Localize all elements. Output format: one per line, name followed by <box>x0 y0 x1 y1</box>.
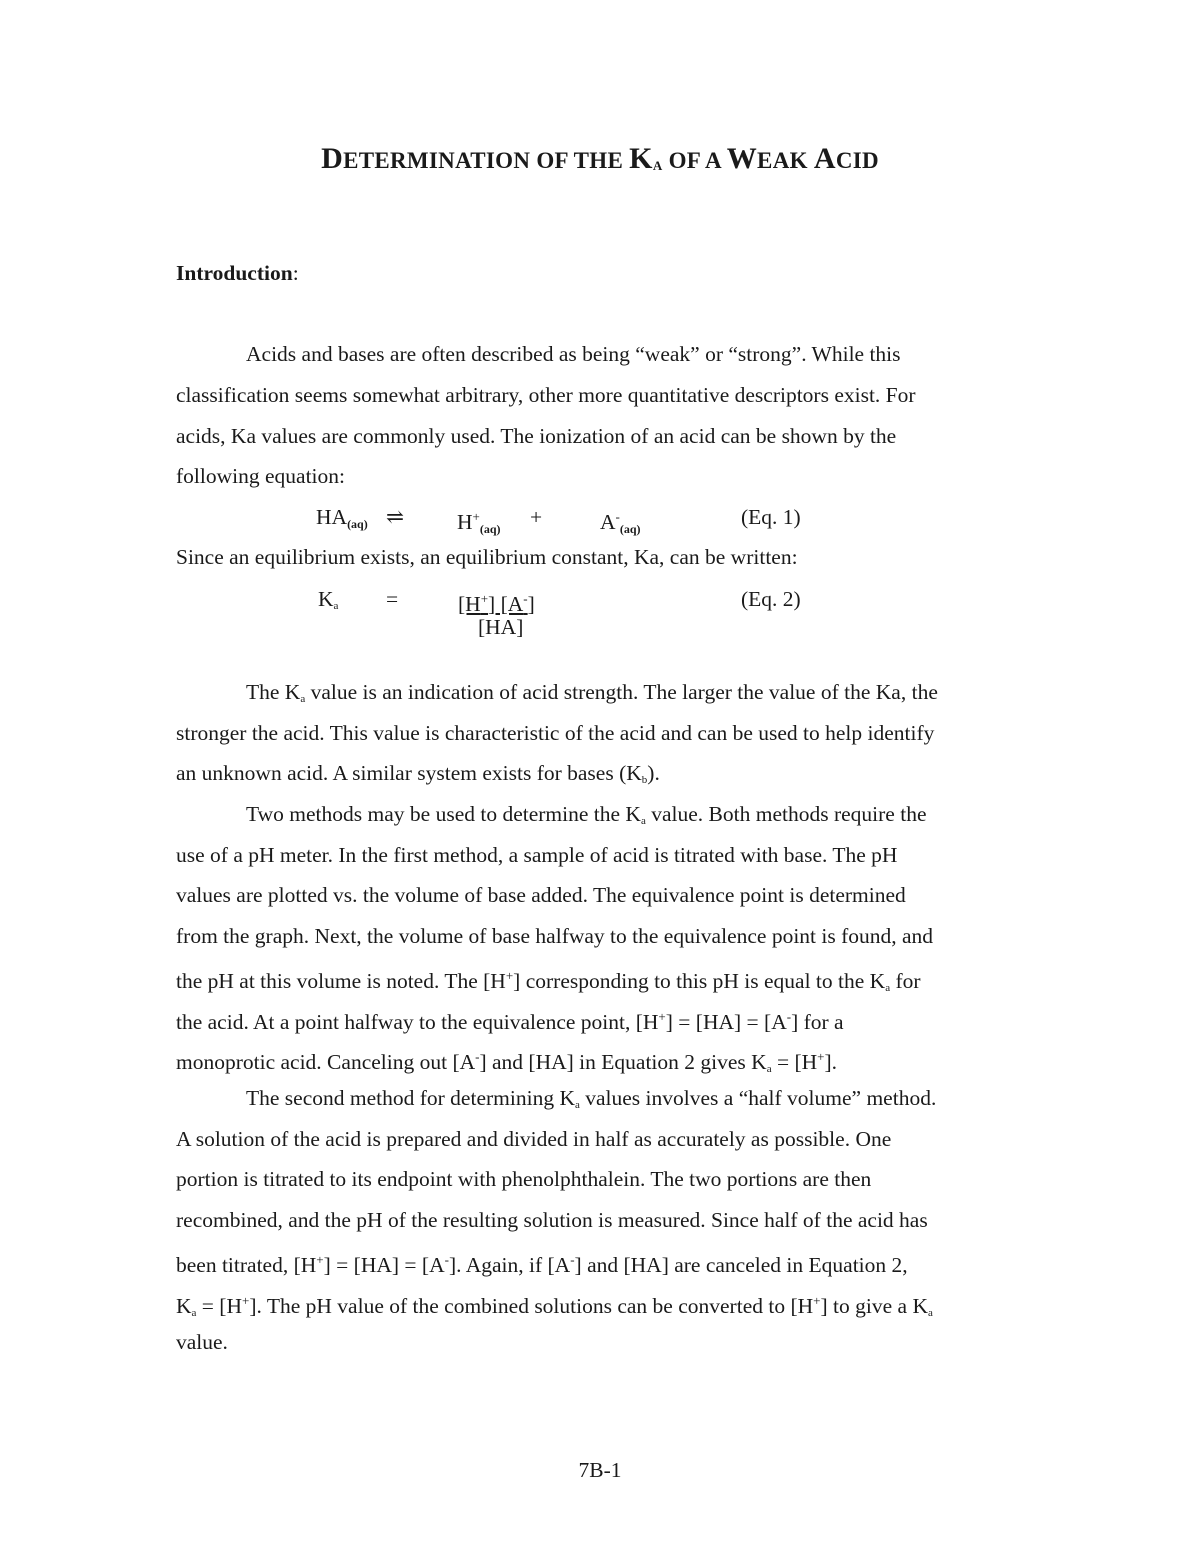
eq1-reactant: $HA_{(aq)}$ <box>316 505 368 531</box>
paragraph-4-line-4: recombined, and the pH of the resulting solution is measured. Since half of the acid has <box>176 1208 928 1232</box>
equilibrium-arrow-icon: ⇌ <box>386 505 405 529</box>
paragraph-2-line-3: an unknown acid. A similar system exists for bases $(K_b)$. <box>176 761 660 786</box>
paragraph-3-line-3: values are plotted vs. the volume of base added. The equivalence point is determined <box>176 883 906 907</box>
paragraph-2-line-1: The $K_a$ value is an indication of acid strength. The larger the value of the Ka, the <box>246 680 938 705</box>
document-title: DETERMINATION OF THE $K_A$ OF A WEAK ACID <box>321 142 879 175</box>
paragraph-1-line-2: classification seems somewhat arbitrary, other more quantitative descriptors exist. For <box>176 383 916 407</box>
eq1-product-h: $H^+_{(aq)}$ <box>457 509 501 536</box>
paragraph-3-line-2: use of a pH meter. In the first method, a sample of acid is titrated with base. The pH <box>176 843 898 867</box>
paragraph-1-line-1: Acids and bases are often described as being “weak” or “strong”. While this <box>246 342 901 366</box>
paragraph-4-line-1: The second method for determining $K_a$ values involves a “half volume” method. <box>246 1086 937 1111</box>
paragraph-2-line-2: stronger the acid. This value is characteristic of the acid and can be used to help identify <box>176 721 935 745</box>
paragraph-1-line-4: following equation: <box>176 464 345 488</box>
eq2-numerator: [H+] [A-] <box>458 591 535 616</box>
paragraph-4-line-5: been titrated, [H+] = [HA] = [A-]. Again, if [A-] and [HA] are canceled in Equation 2, <box>176 1252 908 1277</box>
eq2-label: (Eq. 2) <box>741 587 801 611</box>
paragraph-4-line-6: $K_a = [H^+]$. The pH value of the combined solutions can be converted to [H+] to give a $K_a$ <box>176 1293 933 1319</box>
paragraph-3-line-6: the acid. At a point halfway to the equivalence point, [H+] = [HA] = [A-] for a <box>176 1009 844 1034</box>
eq2-ka: $K_a$ <box>318 587 339 612</box>
eq2-denominator: [HA] <box>478 615 524 639</box>
paragraph-3-line-4: from the graph. Next, the volume of base halfway to the equivalence point is found, and <box>176 924 934 948</box>
page-number: 7B-1 <box>578 1458 622 1482</box>
eq2-equals: = <box>386 587 399 611</box>
paragraph-3-line-1: Two methods may be used to determine the $K_a$ value. Both methods require the <box>246 802 927 827</box>
paragraph-1-line-3: acids, Ka values are commonly used. The ionization of an acid can be shown by the <box>176 424 897 448</box>
paragraph-3-line-7: monoprotic acid. Canceling out [A-] and [HA] in Equation 2 gives $K_a = [H^+]$. <box>176 1049 838 1075</box>
paragraph-3-line-5: the pH at this volume is noted. The [H+] corresponding to this pH is equal to the $K_a$ for <box>176 968 921 994</box>
paragraph-4-line-2: A solution of the acid is prepared and divided in half as accurately as possible. One <box>176 1127 892 1151</box>
paragraph-4-line-7: value. <box>176 1330 228 1354</box>
eq1-product-a: $A^-_{(aq)}$ <box>600 509 641 536</box>
eq1-label: (Eq. 1) <box>741 505 801 529</box>
paragraph-4-line-3: portion is titrated to its endpoint with phenolphthalein. The two portions are then <box>176 1167 872 1191</box>
eq1-plus: + <box>530 505 543 529</box>
equation-intro: Since an equilibrium exists, an equilibrium constant, Ka, can be written: <box>176 545 798 569</box>
section-heading: Introduction: <box>176 261 299 285</box>
